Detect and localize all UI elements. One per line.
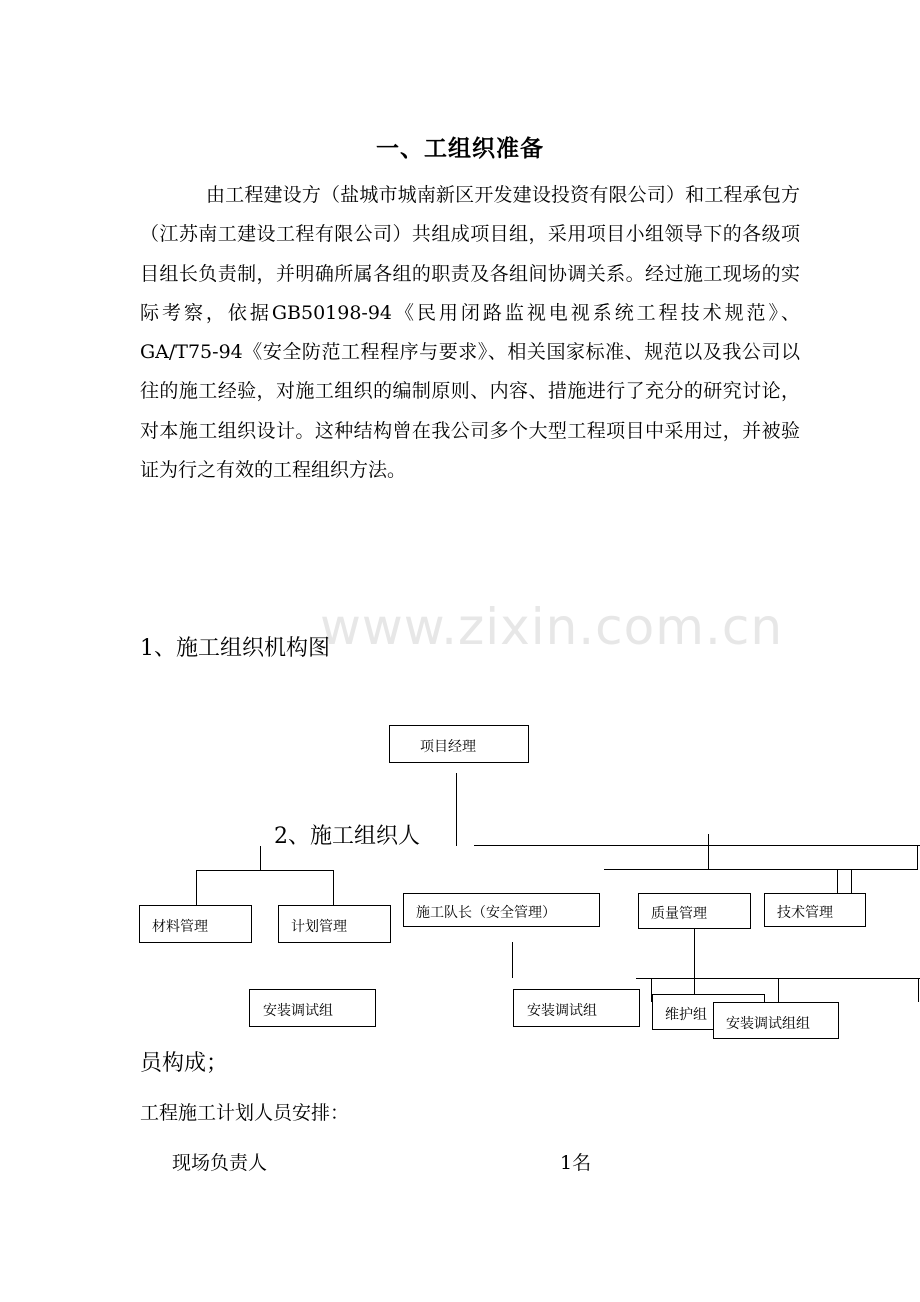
intro-paragraph: 由工程建设方（盐城市城南新区开发建设投资有限公司）和工程承包方（江苏南工建设工程有限公司）共组成项目组，采用项目小组领导下的各级项目组长负责制，并明确所属各组的职责及各组间协调关系。经过施工现场的实际考察，依据GB50198-94《民用闭路监视电视系统工程技术规范》、GA/T75-94《安全防范工程程序与要求》、相关国家标准、规范以及我公司以往的施工经验，对施工组织的编制原则、内容、措施进行了充分的研究讨论，对本施工组织设计。这种结构曾在我公司多个大型工程项目中采用过，并被验证为行之有效的工程组织方法。 <box>140 184 800 482</box>
org-box-install-team-3: 安装调试组组 <box>713 1002 839 1039</box>
connector-line <box>474 845 920 846</box>
org-box-quality: 质量管理 <box>638 893 751 929</box>
watermark: www.zixin.com.cn <box>320 598 784 656</box>
org-box-install-team-1: 安装调试组 <box>249 989 376 1027</box>
org-chart-heading: 1、施工组织机构图 <box>140 636 330 661</box>
connector-line <box>196 870 334 871</box>
connector-line <box>333 870 334 906</box>
connector-line <box>260 846 261 870</box>
connector-line <box>917 846 918 870</box>
staffing-heading: 2、施工组织人 <box>274 824 420 849</box>
staff-plan-label: 工程施工计划人员安排： <box>140 1102 350 1124</box>
org-box-project-manager: 项目经理 <box>389 725 529 763</box>
connector-line <box>694 928 695 994</box>
staff-role: 现场负责人 <box>172 1152 268 1174</box>
org-box-install-team-2: 安装调试组 <box>513 989 640 1027</box>
staffing-heading-tail: 员构成； <box>140 1051 229 1076</box>
org-box-technical: 技术管理 <box>764 893 866 927</box>
section-title: 一、工组织准备 <box>376 135 544 162</box>
connector-line <box>918 978 919 1002</box>
org-box-construction-lead: 施工队长（安全管理） <box>403 893 600 927</box>
org-box-planning: 计划管理 <box>278 905 391 943</box>
org-box-materials: 材料管理 <box>139 905 252 943</box>
connector-line <box>456 773 457 846</box>
org-box-maintenance: 维护组 <box>652 994 765 1030</box>
connector-line <box>512 942 513 978</box>
connector-line <box>851 869 852 894</box>
connector-line <box>778 978 779 1002</box>
connector-line <box>837 869 838 894</box>
connector-line <box>196 870 197 906</box>
connector-line <box>708 834 709 870</box>
staff-count: 1名 <box>560 1152 592 1174</box>
connector-line <box>604 869 918 870</box>
